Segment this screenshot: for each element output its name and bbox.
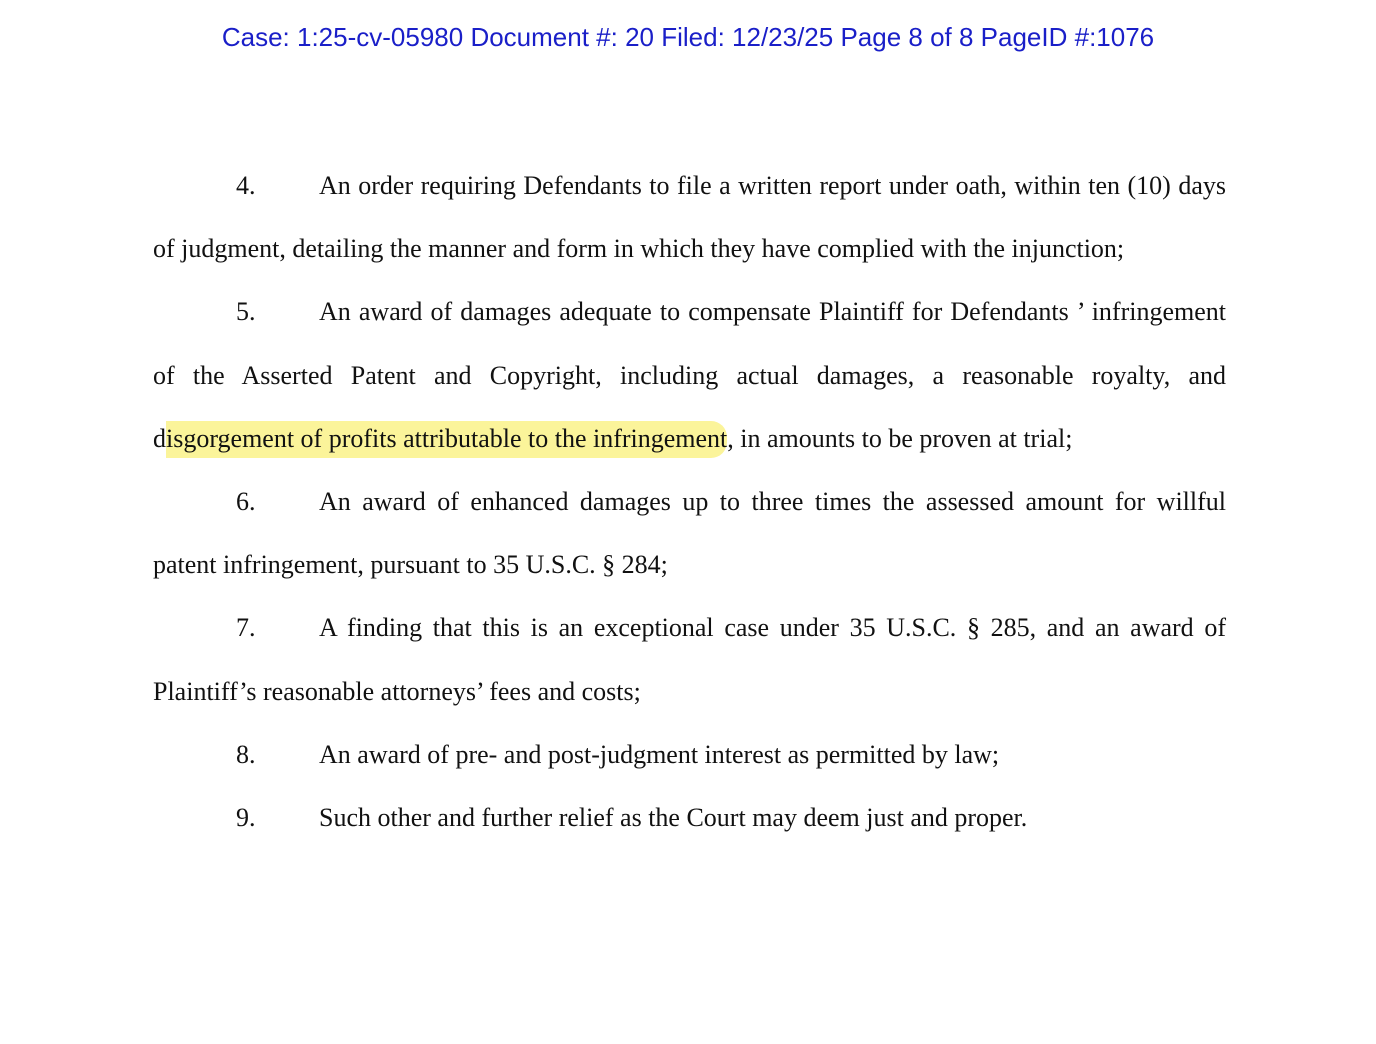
item-number: 8. xyxy=(236,739,256,769)
item-text: An award of damages adequate to compensate Plaintiff for Defendants ’ infringement of the Asserted Patent and Copyright, including actual damages, a reasonable royalty, and d xyxy=(153,297,1226,453)
item-text: An order requiring Defendants to file a written report under oath, within ten (10) days of judgment, detailing the manner and form in which they have complied with the injunction; xyxy=(153,171,1226,264)
item-number: 6. xyxy=(236,487,256,517)
item-text: A finding that this is an exceptional case under 35 U.S.C. § 285, and an award of Plaintiff’s reasonable attorneys’ fees and costs; xyxy=(153,613,1226,706)
item-number: 7. xyxy=(236,613,256,643)
item-number: 5. xyxy=(236,297,256,327)
item-text: An award of enhanced damages up to three times the assessed amount for willful patent infringement, pursuant to 35 U.S.C. § 284; xyxy=(153,487,1226,580)
relief-item-4 xyxy=(153,154,1226,280)
item-number: 4. xyxy=(236,171,256,200)
item-number: 9. xyxy=(236,803,256,833)
item-text: An award of pre- and post-judgment interest as permitted by law; xyxy=(319,739,1000,769)
relief-item-5 xyxy=(153,280,1226,470)
item-text-continued: , in amounts to be proven at trial; xyxy=(727,423,1073,453)
relief-item-7 xyxy=(153,596,1226,722)
case-header: Case: 1:25-cv-05980 Document #: 20 Filed: 12/23/25 Page 8 of 8 PageID #:1076 xyxy=(221,22,1155,52)
document-body xyxy=(153,154,1226,849)
item-text: Such other and further relief as the Court may deem just and proper. xyxy=(319,803,1028,833)
relief-item-8 xyxy=(153,723,1226,786)
relief-item-9 xyxy=(153,786,1226,849)
highlighted-text: isgorgement of profits attributable to the infringement xyxy=(166,421,727,458)
relief-item-6 xyxy=(153,470,1226,596)
